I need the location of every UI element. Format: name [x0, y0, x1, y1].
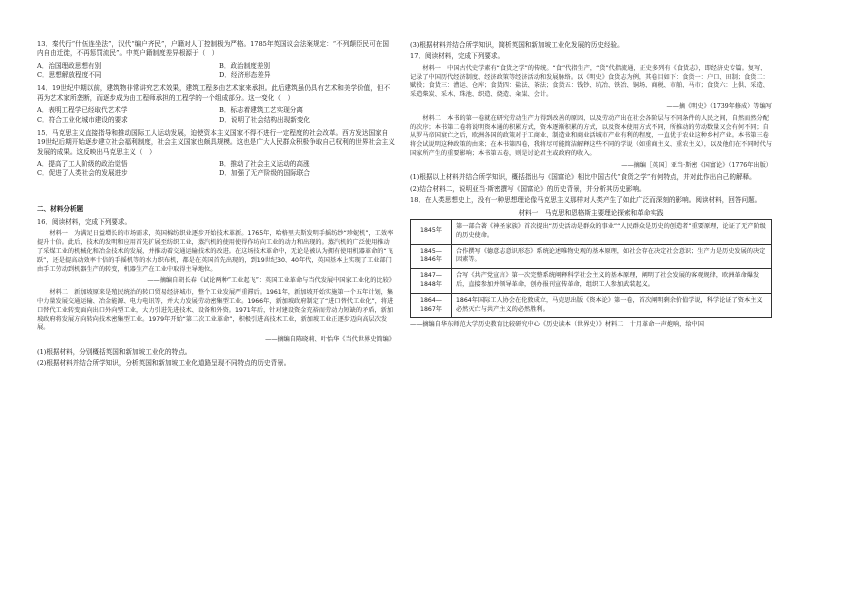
table-cell-year: 1864—1867年	[411, 293, 452, 318]
table-cell-text: 第一部合著《神圣家族》首次提出“历史活动是群众的事业”“人民群众是历史的创造者”重要原理，论证了无产阶级的历史使命。	[452, 219, 772, 244]
table-cell-text: 合作撰写《德意志意识形态》系统论述唯物史观的基本原理，如社会存在决定社会意识；生产力是历史发展的决定因素等。	[452, 244, 772, 269]
q15-option-d: D．加强了无产阶级的国际联合	[219, 169, 311, 178]
q14-option-b: B．标志着建筑工艺实现分离	[219, 106, 303, 115]
q13-option-b: B．政治制度差别	[219, 61, 271, 70]
question-15-options	[37, 160, 395, 179]
q17-material-1-source: ——摘《明史》（1739年修成）等编写	[666, 102, 772, 110]
table-cell-text: 合写《共产党宣言》第一次完整系统阐释科学社会主义的基本原理，阐明了社会发展的客观规律，欧洲革命爆发后，直接参加并领导革命，创办报刊宣传革命，组织工人参加武装起义。	[452, 269, 772, 294]
q17-material-2-source: ——摘编［英国］亚当·斯密《国富论》（1776年出版）	[621, 161, 772, 169]
q18-material-1-title: 材料一 马克思和恩格斯主要理论探索和革命实践	[518, 208, 664, 217]
q15-option-a: A．提高了工人阶级的政治觉悟	[37, 159, 128, 168]
table-cell-year: 1845年	[411, 219, 452, 244]
q15-option-c: C．促进了人类社会的发展进步	[37, 169, 128, 178]
question-18-stem: 18．在人类思想史上，没有一种思想理论像马克思主义那样对人类产生了如此广泛而深刻的影响。阅读材料，回答问题。	[410, 196, 762, 205]
q16-subquestion-2: (2)根据材料并结合所学知识，分析英国和新加坡工业化道路呈现不同特点的历史背景。	[37, 359, 291, 368]
section-title: 二、材料分析题	[37, 204, 84, 213]
table-cell-year: 1845—1846年	[411, 244, 452, 269]
question-14-stem: 14．19世纪中期以前，建筑物非常讲究艺术效果，建筑工程多由艺术家来承担。此后建筑虽仍具有艺术和美学价值，但不再为艺术家所垄断，而逐步成为由工程师承担的工程学的一个组成部分。这一变化（ ）	[37, 84, 391, 102]
table-row	[411, 293, 772, 318]
table-cell-text: 1864年国际工人协会在伦敦成立，马克思出版《资本论》第一卷，首次阐明剩余价值学说，科学论证了资本主义必然灭亡与共产主义的必然胜利。	[452, 293, 772, 318]
question-13-stem: 13．秦代行“什伍连坐法”，汉代“编户齐民”，户籍对人丁控制极为严格。1785年英国议会法案规定：“不列颠臣民可在国内自由迁徙，不再惩罚流民”。中英户籍制度差异根源于（ ）	[37, 40, 389, 58]
table-row	[411, 219, 772, 244]
q17-material-2: 材料二 本书的第一卷就在研究劳动生产力得到改善的原因，以及劳动产出在社会各阶层与不同条件的人民之间，自然而然分配的次序；本书第二卷将说明资本通的积累方式，资本逐渐积累的方式，以及资本使用方式不同，所推动的劳动数量又会有何不同；自从罗马帝国衰亡之后，欧洲各国的政策对于工商业、制造业和商业活城市产业有利的程度，一直优于农业这种乡村产业。本书第三卷将会试说明这种政策的由来；在本书第四卷，我将尽可能简洁解释这些不同的学说（如重商主义、重农主义），以及他们在不同时代与国家所产生的重要影响；本书第五卷，则是讨论君主或政府的收入。	[410, 114, 772, 157]
q17-subquestion-1: (1)根据以上材料并结合所学知识，概括指出与《国富论》相比中国古代“食货之学”有何特点，并对此作出自己的解释。	[410, 173, 756, 182]
table-row	[411, 269, 772, 294]
q16-material-1: 材料一 为满足日益增长的市场需求，英国棉纺织业逐步开始技术革新。1765年，哈格里夫斯发明手摇纺纱“珍妮机”，工效率提升十倍。此后，技术的发明和应用首先扩展至纺织工业，蒸汽机的使用使得作坊向工业的动力和出现的。蒸汽机的广泛使用推动了采煤工业的机械化和冶金技术的发展，并推动着交通运输技术的改进。在这场技术革命中，无论是被认为拥有使用机器革命的“飞跃”，还是提高动效率十倍的手摇机等的水力织布机，都是在英国首先出现的，到19世纪30、40年代，英国基本上实现了工业部门由手工劳动到机器生产的转变，机器生产在工业中取得主导地位。	[37, 230, 394, 273]
q16-subquestion-1: (1)根据材料，分别概括英国和新加坡工业化的特点。	[37, 347, 192, 356]
q13-option-a: A．治国理政思想有别	[37, 61, 102, 70]
q18-material-1-source: ——摘编自华东师范大学历史教育比较研究中心《历史读本（世界史）》材料二 十月革命一声炮响，给中国	[410, 321, 704, 329]
question-15-stem: 15．马克思主义直接指导和推动国际工人运动发展，迫使资本主义国家不得不进行一定程度的社会改革。西方发达国家自19世纪后期开始逐步建立社会福利制度，社会主义国家也颇具规模。这也是广大人民群众积极争取自己权利的世界社会主义发展的成果。这反映出马克思主义（ ）	[37, 128, 395, 156]
q14-option-d: D．说明了社会结构出现新变化	[219, 115, 311, 124]
table-row	[411, 244, 772, 269]
right-column	[410, 40, 772, 333]
q16-material-2-source: ——摘编自陈晓莉、叶怡华《当代世界史简编》	[265, 336, 395, 344]
question-16-stem: 16．阅读材料，完成下列要求。	[37, 218, 132, 227]
table-cell-year: 1847—1848年	[411, 269, 452, 294]
q17-material-1: 材料一 中国古代史学素有“食货之学”的传统。“食”代指生产，“货”代指流通，正史多列有《食货志》，即经济史专篇。复写、记录了中国历代经济制度、经济政策等经济活动和发展脉络。以《明史》食货志为例，其卷目如下：食货一：户口、田制；食货二：赋役；食货三：漕运、仓库；食货四：盐法、茶法；食货五：钱钞、坑冶、铁冶、铜场、商税、市舶、马市；食货六：上供、采造、采造柴炭、采木、珠池、织造、烧造、籴粜、会计。	[410, 64, 769, 99]
left-column	[37, 40, 395, 371]
q16-material-1-source: ——摘编自胡长春《试论两种“工业起飞”：英国工业革命与当代发展中国家工业化的比较》	[147, 277, 395, 285]
q18-theory-table	[410, 219, 772, 318]
question-17-stem: 17．阅读材料，完成下列要求。	[410, 52, 505, 61]
q15-option-b: B．推动了社会主义运动的高涨	[219, 159, 310, 168]
q13-option-c: C．思想解放程度不同	[37, 71, 102, 80]
q17-subquestion-2: (2)结合材料二，说明亚当·斯密撰写《国富论》的历史背景，并分析其历史影响。	[410, 184, 646, 193]
q16-material-2: 材料二 新加坡原来是殖民统治的转口贸易经济城市，整个工业发展严重滞后。1961年，新加坡开始实施第一个五年计划，集中力量发展交通运输、冶金能源、电力电讯等，并大力发展劳动密集型工业。1966年，新加坡政府制定了“进口替代工业化”，将进口替代工业转变面向出口外向型工业，大力引进先进技术、设备和外资。1971年后，针对建设资金充裕而劳动力短缺的矛盾，新加坡政府将发展方向转向技术密集型工业。1979年开始“第二次工业革命”，积极引进高技术工业，新加坡工业正逐步迈向高层次发展。	[37, 289, 394, 332]
question-13-options	[37, 62, 395, 81]
q16-subquestion-3: (3)根据材料并结合所学知识，简析英国和新加坡工业化发展的历史经验。	[410, 41, 624, 49]
q14-option-c: C．符合工业化城市建设的要求	[37, 115, 128, 124]
q14-option-a: A．表明工程学已经取代艺术学	[37, 106, 128, 115]
q13-option-d: D．经济形态差异	[219, 71, 271, 80]
question-14-options	[37, 106, 395, 125]
